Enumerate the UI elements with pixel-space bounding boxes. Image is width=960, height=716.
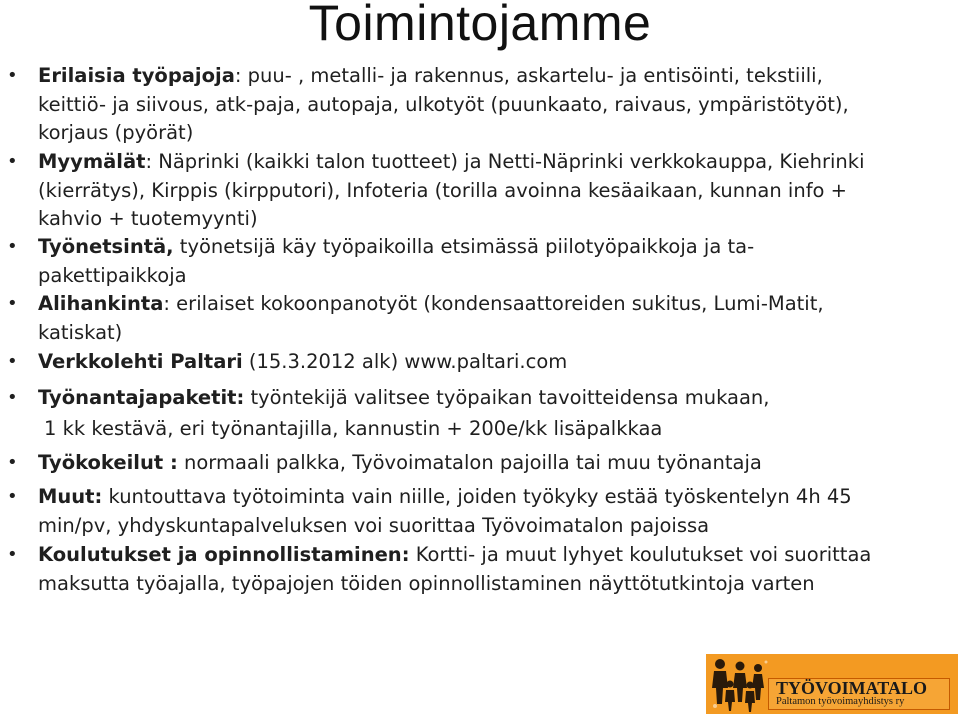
bullet-icon: • — [7, 351, 18, 372]
list-item-shops — [7, 148, 878, 234]
item-heading: Alihankinta — [38, 292, 164, 315]
item-text: normaali palkka, Työvoimatalon pajoilla tai muu työnantaja — [177, 451, 762, 474]
item-heading: Koulutukset ja opinnollistaminen: — [38, 543, 410, 566]
item-text: kuntouttava työtoiminta vain niille, joiden työkyky estää työskentelyn 4h 45 min/pv, yhdyskuntapalveluksen voi suorittaa Työvoimatalon pajoissa — [38, 485, 852, 537]
list-item-training — [7, 541, 878, 598]
item-text: : Näprinki (kaikki talon tuotteet) ja Netti-Näprinki verkkokauppa, Kiehrinki (kierrätys), Kirppis (kirpputori), Infoteria (torilla avoinna kesäaikaan, kunnan info + kahvio + tuotemyynti) — [38, 150, 865, 231]
item-heading: Verkkolehti Paltari — [38, 350, 243, 373]
bullet-icon: • — [7, 293, 18, 314]
list-item-employer-packages — [7, 384, 878, 443]
bullet-icon: • — [7, 486, 18, 507]
item-text: työnetsijä käy työpaikoilla etsimässä piilotyöpaikkoja ja ta-pakettipaikkoja — [38, 235, 755, 287]
item-text: työntekijä valitsee työpaikan tavoitteidensa mukaan, — [244, 386, 770, 409]
page-title: Toimintojamme — [308, 0, 652, 51]
bullet-icon: • — [7, 65, 18, 86]
item-heading: Työnantajapaketit: — [38, 386, 245, 409]
tyovoimatalo-logo — [706, 654, 958, 714]
item-text: : erilaiset kokoonpanotyöt (kondensaattoreiden sukitus, Lumi-Matit, katiskat) — [38, 292, 824, 344]
bullet-icon: • — [7, 151, 18, 172]
list-item-job-search — [7, 233, 878, 290]
bullet-icon: • — [7, 236, 18, 257]
item-heading: Työnetsintä, — [38, 235, 174, 258]
item-subtext: 1 kk kestävä, eri työnantajilla, kannustin + 200e/kk lisäpalkkaa — [44, 416, 663, 440]
bullet-icon: • — [7, 387, 18, 408]
logo-name: TYÖVOIMATALO — [776, 678, 927, 698]
bullet-icon: • — [7, 544, 18, 565]
list-item-subcontracting — [7, 290, 878, 347]
list-item-other — [7, 483, 878, 540]
list-item-workshops — [7, 62, 878, 148]
item-heading: Erilaisia työpajoja — [38, 64, 235, 87]
item-text: : puu- , metalli- ja rakennus, askartelu- ja entisöinti, tekstiili, keittiö- ja siivous, atk-paja, autopaja, ulkotyöt (puunkaato, raivaus, ympäristötyöt), korjaus (pyörät) — [38, 64, 849, 145]
item-heading: Myymälät — [38, 150, 146, 173]
item-text: (15.3.2012 alk) www.paltari.com — [242, 350, 568, 373]
bullet-icon: • — [7, 452, 18, 473]
item-heading: Työkokeilut : — [38, 451, 178, 474]
item-heading: Muut: — [38, 485, 103, 508]
item-text: Kortti- ja muut lyhyet koulutukset voi suorittaa maksutta työajalla, työpajojen töiden opinnollistaminen näyttötutkintoja varten — [38, 543, 872, 595]
list-item-web-magazine — [7, 348, 878, 377]
list-item-work-trials — [7, 449, 878, 478]
logo-subtitle: Paltamon työvoimayhdistys ry — [776, 696, 905, 707]
